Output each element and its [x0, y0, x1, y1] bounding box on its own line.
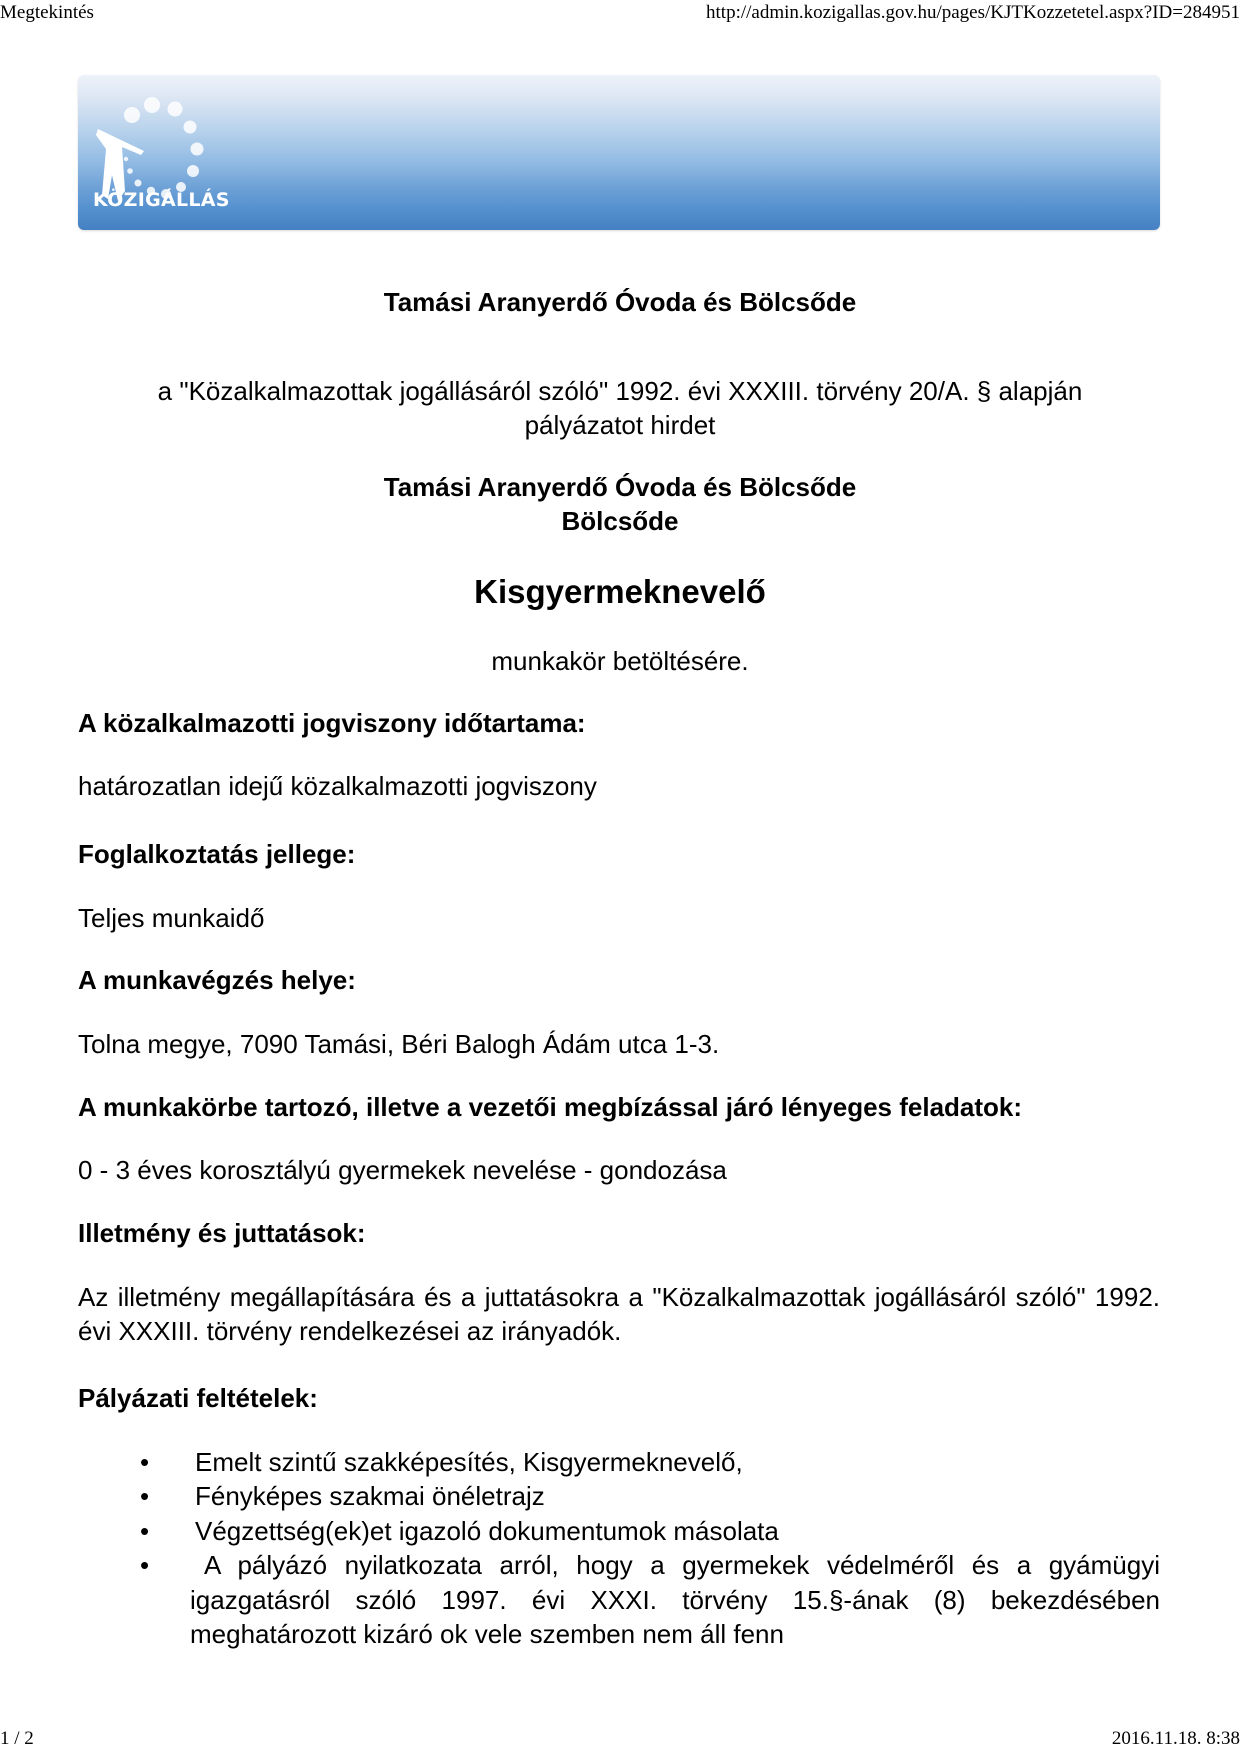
bullet-icon: •	[140, 1515, 150, 1546]
bullet-icon: •	[140, 1447, 150, 1477]
bullet-icon: •	[140, 1481, 150, 1512]
condition-text: A pályázó nyilatkozata arról, hogy a gyermekek védelméről és a gyámügyi igazgatásról szóló 1997. évi XXXI. törvény 15.§-ának (8) bekezdésében meghatározott kizáró ok vele szemben nem áll fenn	[190, 1550, 1160, 1650]
section-text-salary: Az illetmény megállapítására és a juttatásokra a "Közalkalmazottak jogállásáról szóló" 1992. évi XXXIII. törvény rendelkezései az irányadók.	[78, 1282, 1160, 1346]
section-text-employment-type: Teljes munkaidő	[78, 903, 265, 933]
section-heading-workplace: A munkavégzés helye:	[78, 965, 356, 995]
position-suffix: munkakör betöltésére.	[491, 646, 749, 676]
list-item	[140, 1514, 1160, 1548]
section-heading-conditions: Pályázati feltételek:	[78, 1383, 318, 1413]
conditions-list	[140, 1445, 1160, 1651]
print-header-url: http://admin.kozigallas.gov.hu/pages/KJTKozzetetel.aspx?ID=284951	[706, 2, 1240, 23]
employer-title: Tamási Aranyerdő Óvoda és Bölcsőde	[383, 287, 857, 317]
unit-title-line-1: Tamási Aranyerdő Óvoda és Bölcsőde	[383, 472, 857, 502]
section-text-workplace: Tolna megye, 7090 Tamási, Béri Balogh Ádám utca 1-3.	[78, 1029, 720, 1059]
print-footer-datetime: 2016.11.18. 8:38	[1111, 1728, 1240, 1749]
condition-text: Fényképes szakmai önéletrajz	[195, 1481, 545, 1512]
logo-text: KÖZIGÁLLÁS	[93, 189, 230, 211]
print-header-title: Megtekintés	[0, 2, 94, 23]
section-heading-duration: A közalkalmazotti jogviszony időtartama:	[78, 708, 586, 738]
section-text-duties: 0 - 3 éves korosztályú gyermekek nevelése - gondozása	[78, 1155, 727, 1185]
condition-text: Emelt szintű szakképesítés, Kisgyermeknevelő,	[195, 1447, 743, 1477]
law-reference-line-2: pályázatot hirdet	[524, 410, 716, 440]
condition-text: Végzettség(ek)et igazoló dokumentumok másolata	[195, 1515, 779, 1546]
list-item	[140, 1548, 1160, 1651]
section-text-duration: határozatlan idejű közalkalmazotti jogviszony	[78, 771, 597, 801]
bullet-icon: •	[140, 1550, 150, 1581]
list-item	[140, 1445, 1160, 1479]
unit-title-line-2: Bölcsőde	[561, 506, 679, 536]
print-footer-page: 1 / 2	[0, 1728, 34, 1749]
position-title: Kisgyermeknevelő	[474, 573, 766, 610]
list-item	[140, 1479, 1160, 1513]
law-reference-line-1: a "Közalkalmazottak jogállásáról szóló" 1992. évi XXXIII. törvény 20/A. § alapján	[157, 376, 1083, 406]
section-heading-employment-type: Foglalkoztatás jellege:	[78, 839, 356, 869]
section-heading-duties: A munkakörbe tartozó, illetve a vezetői megbízással járó lényeges feladatok:	[78, 1092, 1023, 1122]
section-heading-salary: Illetmény és juttatások:	[78, 1218, 366, 1248]
kozigallas-banner	[78, 75, 1160, 230]
